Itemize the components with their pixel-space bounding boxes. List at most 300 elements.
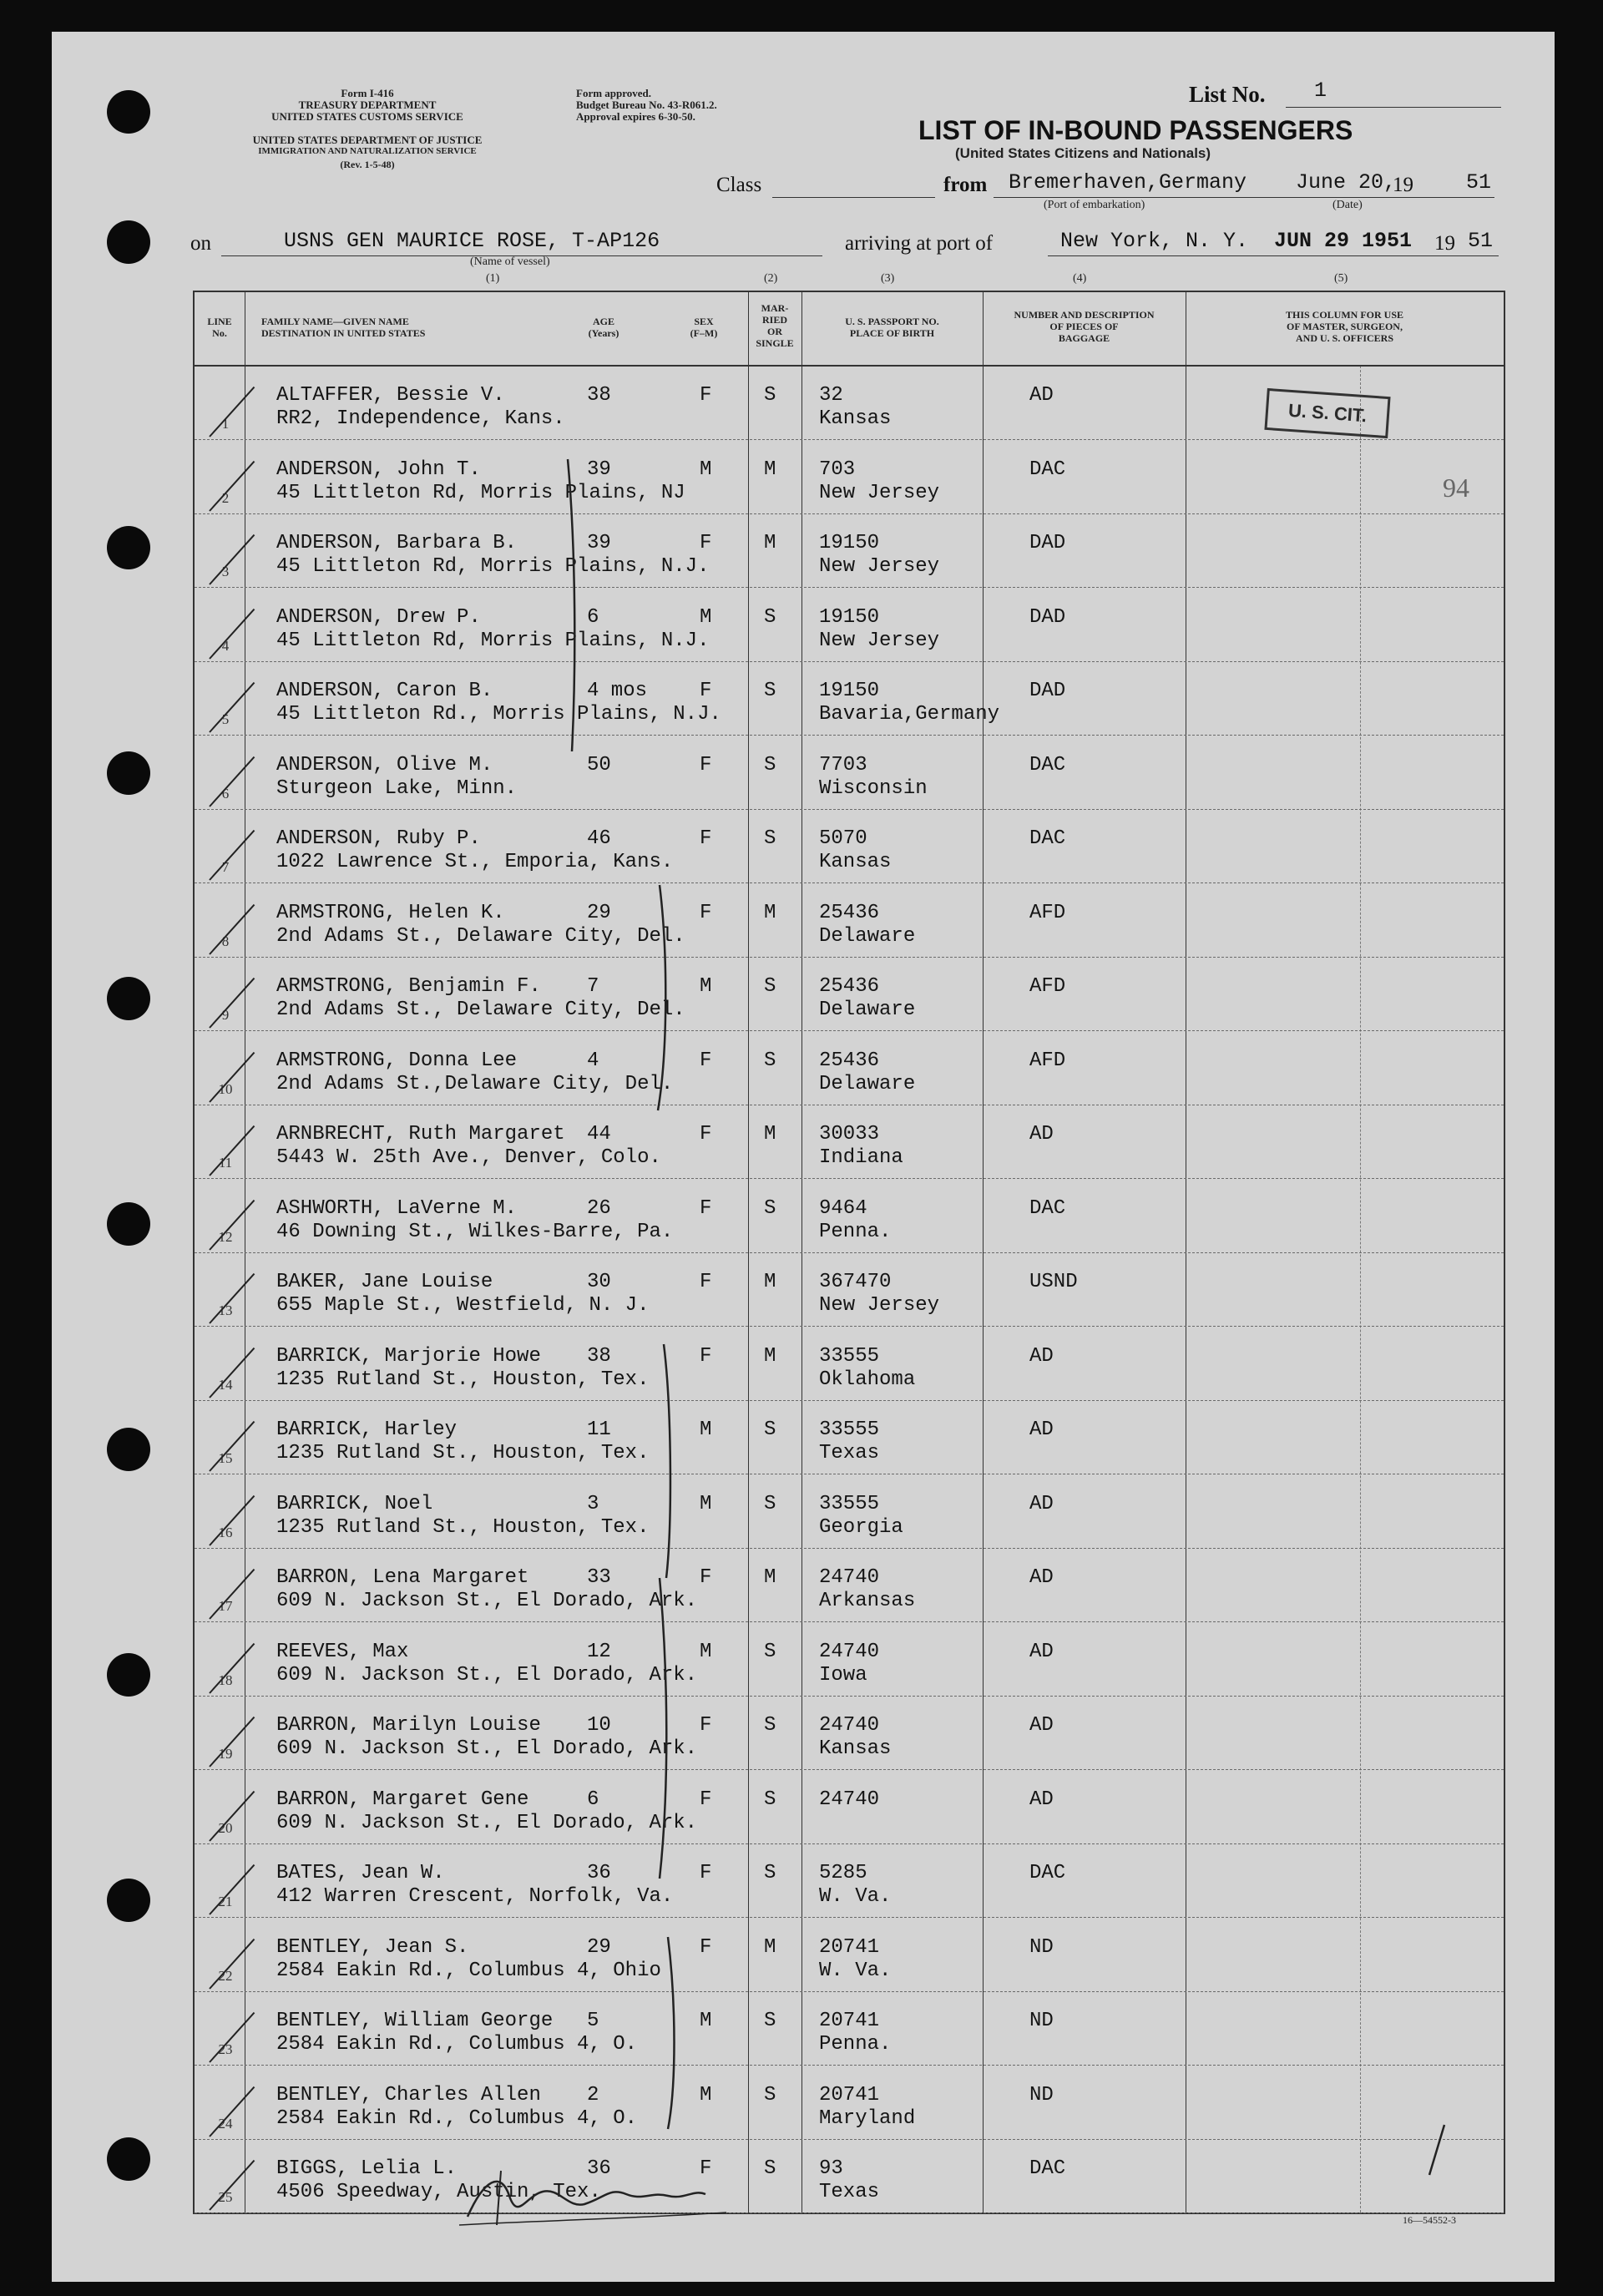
line-number: 3 xyxy=(221,564,230,579)
marital-status: M xyxy=(764,458,776,481)
passenger-address: 412 Warren Crescent, Norfolk, Va. xyxy=(276,1885,674,1908)
margin-number: 94 xyxy=(1443,473,1469,503)
baggage-description: DAD xyxy=(1029,532,1066,554)
passport-number: 33555 xyxy=(819,1419,880,1441)
line-number: 6 xyxy=(221,785,230,802)
passenger-age: 10 xyxy=(587,1714,611,1737)
passenger-name: BARRON, Marilyn Louise xyxy=(276,1714,541,1737)
passenger-age: 38 xyxy=(587,384,611,407)
baggage-description: DAC xyxy=(1029,753,1066,776)
line-number: 16 xyxy=(218,1524,233,1540)
passport-number: 19150 xyxy=(819,605,880,629)
passenger-name: BARRON, Lena Margaret xyxy=(276,1566,529,1589)
passenger-sex: M xyxy=(700,458,712,481)
passenger-age: 46 xyxy=(587,827,611,850)
embarkation-caption: (Port of embarkation) xyxy=(1044,199,1145,211)
passenger-age: 2 xyxy=(587,2083,599,2106)
marital-status: S xyxy=(764,1640,776,1663)
punch-hole xyxy=(107,220,150,264)
place-of-birth: Bavaria,Germany xyxy=(819,703,1000,726)
passenger-name: ANDERSON, Barbara B. xyxy=(276,532,518,554)
passenger-age: 36 xyxy=(587,2157,611,2180)
passport-number: 25436 xyxy=(819,975,880,998)
passenger-sex: F xyxy=(700,1566,712,1589)
place-of-birth: New Jersey xyxy=(819,481,940,504)
marital-status: S xyxy=(764,1049,776,1072)
passenger-age: 29 xyxy=(587,901,611,924)
place-of-birth: Kansas xyxy=(819,851,892,873)
arrival-port: New York, N. Y. xyxy=(1060,229,1249,253)
baggage-description: AD xyxy=(1029,1566,1054,1589)
marital-status: S xyxy=(764,384,776,407)
marital-status: S xyxy=(764,680,776,702)
baggage-description: ND xyxy=(1029,2010,1054,2032)
passenger-address: 2584 Eakin Rd., Columbus 4, O. xyxy=(276,2106,638,2130)
line-number: 2 xyxy=(221,489,230,506)
vessel-caption: (Name of vessel) xyxy=(470,255,550,268)
list-number: 1 xyxy=(1314,78,1327,103)
marital-status: S xyxy=(764,1714,776,1737)
passenger-sex: F xyxy=(700,532,712,554)
baggage-description: AD xyxy=(1029,1492,1054,1515)
baggage-description: AD xyxy=(1029,1419,1054,1441)
marital-status: M xyxy=(764,901,776,924)
passenger-sex: F xyxy=(700,827,712,850)
table-row xyxy=(195,809,1504,882)
passenger-address: 45 Littleton Rd., Morris Plains, N.J. xyxy=(276,703,721,726)
passport-number: 5070 xyxy=(819,827,867,850)
marital-status: M xyxy=(764,1344,776,1368)
table-row xyxy=(195,2139,1504,2213)
header-line: LINE No. xyxy=(207,316,232,339)
line-number: 7 xyxy=(221,859,230,875)
baggage-description: AD xyxy=(1029,1123,1054,1145)
place-of-birth: W. Va. xyxy=(819,1885,892,1908)
marital-status: M xyxy=(764,1566,776,1589)
line-number: 5 xyxy=(221,711,230,727)
table-row xyxy=(195,1252,1504,1326)
baggage-description: ND xyxy=(1029,1935,1054,1959)
passenger-name: BIGGS, Lelia L. xyxy=(276,2157,458,2180)
table-row xyxy=(195,661,1504,735)
passenger-sex: F xyxy=(700,1935,712,1959)
line-number: 17 xyxy=(218,1598,233,1614)
line-number: 12 xyxy=(218,1228,233,1245)
approval-line-3: Approval expires 6-30-50. xyxy=(576,110,695,123)
port-of-embarkation: Bremerhaven,Germany xyxy=(1009,170,1247,195)
arriving-label: arriving at port of xyxy=(845,232,994,255)
line-number: 8 xyxy=(221,933,230,949)
line-number: 15 xyxy=(218,1450,233,1466)
passport-number: 9464 xyxy=(819,1196,867,1220)
baggage-description: AFD xyxy=(1029,975,1066,998)
passenger-age: 12 xyxy=(587,1640,611,1663)
line-number: 11 xyxy=(218,1155,233,1171)
table-row xyxy=(195,1179,1504,1252)
passenger-sex: F xyxy=(700,680,712,702)
passenger-address: RR2, Independence, Kans. xyxy=(276,407,565,430)
table-row xyxy=(195,1622,1504,1696)
marital-status: S xyxy=(764,753,776,776)
revision: (Rev. 1-5-48) xyxy=(340,159,395,170)
passenger-name: BENTLEY, Charles Allen xyxy=(276,2083,541,2106)
passport-number: 19150 xyxy=(819,532,880,554)
passenger-sex: F xyxy=(700,753,712,776)
table-row xyxy=(195,883,1504,957)
place-of-birth: Delaware xyxy=(819,999,916,1021)
line-number: 19 xyxy=(218,1746,233,1762)
baggage-description: DAC xyxy=(1029,458,1066,481)
baggage-description: DAC xyxy=(1029,827,1066,850)
passenger-age: 26 xyxy=(587,1196,611,1220)
place-of-birth: Penna. xyxy=(819,1220,892,1243)
passenger-name: ANDERSON, Olive M. xyxy=(276,753,493,776)
table-row xyxy=(195,957,1504,1030)
passenger-address: 1022 Lawrence St., Emporia, Kans. xyxy=(276,851,674,873)
place-of-birth: New Jersey xyxy=(819,555,940,578)
date-caption: (Date) xyxy=(1332,199,1363,211)
passenger-name: ARNBRECHT, Ruth Margaret xyxy=(276,1123,565,1145)
punch-hole xyxy=(107,1202,150,1246)
place-of-birth: Texas xyxy=(819,2181,880,2203)
header-married: MAR- RIED OR SINGLE xyxy=(756,302,794,349)
header-name: FAMILY NAME—GIVEN NAME DESTINATION IN UNITED STATES xyxy=(261,316,426,339)
passenger-age: 50 xyxy=(587,753,611,776)
line-number: 22 xyxy=(218,1967,233,1984)
passenger-age: 29 xyxy=(587,1935,611,1959)
vessel-name: USNS GEN MAURICE ROSE, T-AP126 xyxy=(284,229,660,253)
passport-number: 19150 xyxy=(819,680,880,702)
immigration-service: IMMIGRATION AND NATURALIZATION SERVICE xyxy=(258,146,477,156)
passport-number: 20741 xyxy=(819,1935,880,1959)
place-of-birth: Texas xyxy=(819,1442,880,1464)
header-passport: U. S. PASSPORT NO. PLACE OF BIRTH xyxy=(845,316,939,339)
passenger-sex: F xyxy=(700,1714,712,1737)
passport-number: 25436 xyxy=(819,1049,880,1072)
passenger-sex: F xyxy=(700,1862,712,1884)
passenger-sex: F xyxy=(700,1271,712,1293)
marital-status: S xyxy=(764,975,776,998)
on-label: on xyxy=(190,232,211,255)
passenger-age: 33 xyxy=(587,1566,611,1589)
col-num-1: (1) xyxy=(486,272,500,285)
year-prefix-1: 19 xyxy=(1393,174,1413,196)
passport-number: 33555 xyxy=(819,1492,880,1515)
passenger-age: 38 xyxy=(587,1344,611,1368)
justice-dept: UNITED STATES DEPARTMENT OF JUSTICE xyxy=(252,134,483,146)
place-of-birth: Georgia xyxy=(819,1515,903,1539)
marital-status: S xyxy=(764,2157,776,2180)
passenger-name: BENTLEY, Jean S. xyxy=(276,1935,469,1959)
header-baggage: NUMBER AND DESCRIPTION OF PIECES OF BAGGAGE xyxy=(1014,309,1155,344)
passenger-address: 45 Littleton Rd, Morris Plains, NJ xyxy=(276,481,685,504)
passenger-age: 44 xyxy=(587,1123,611,1145)
baggage-description: AD xyxy=(1029,1640,1054,1663)
table-row xyxy=(195,1474,1504,1548)
place-of-birth: Kansas xyxy=(819,1737,892,1760)
passenger-address: 4506 Speedway, Austin, Tex. xyxy=(276,2181,601,2203)
punch-hole xyxy=(107,90,150,134)
passenger-address: 609 N. Jackson St., El Dorado, Ark. xyxy=(276,1590,698,1612)
passenger-sex: F xyxy=(700,1196,712,1220)
baggage-description: AD xyxy=(1029,384,1054,407)
passenger-sex: F xyxy=(700,1344,712,1368)
table-row xyxy=(195,736,1504,809)
passenger-name: ANDERSON, Ruby P. xyxy=(276,827,481,850)
punch-hole xyxy=(107,1428,150,1471)
passenger-address: 2nd Adams St., Delaware City, Del. xyxy=(276,999,685,1021)
header-age: AGE (Years) xyxy=(588,316,619,339)
from-label: from xyxy=(943,174,988,196)
passenger-name: ASHWORTH, LaVerne M. xyxy=(276,1196,518,1220)
passenger-name: BATES, Jean W. xyxy=(276,1862,445,1884)
line-number: 25 xyxy=(218,2189,233,2205)
line-number: 20 xyxy=(218,1819,233,1836)
table-row xyxy=(195,2066,1504,2139)
passenger-address: 46 Downing St., Wilkes-Barre, Pa. xyxy=(276,1220,674,1243)
baggage-description: DAD xyxy=(1029,680,1066,702)
passport-number: 7703 xyxy=(819,753,867,776)
class-label: Class xyxy=(716,174,762,196)
passenger-age: 39 xyxy=(587,458,611,481)
passport-number: 703 xyxy=(819,458,856,481)
place-of-birth: New Jersey xyxy=(819,1294,940,1317)
passenger-age: 39 xyxy=(587,532,611,554)
table-row xyxy=(195,1696,1504,1769)
passenger-name: ALTAFFER, Bessie V. xyxy=(276,384,505,407)
place-of-birth: Maryland xyxy=(819,2106,916,2130)
punch-hole xyxy=(107,526,150,569)
passport-number: 32 xyxy=(819,384,843,407)
place-of-birth: New Jersey xyxy=(819,629,940,652)
approval-line-1: Form approved. xyxy=(576,87,652,99)
baggage-description: AD xyxy=(1029,1714,1054,1737)
passenger-age: 11 xyxy=(587,1419,611,1441)
passenger-name: ANDERSON, John T. xyxy=(276,458,481,481)
place-of-birth: Indiana xyxy=(819,1146,903,1169)
passenger-name: ANDERSON, Caron B. xyxy=(276,680,493,702)
punch-hole xyxy=(107,751,150,795)
baggage-description: DAC xyxy=(1029,1196,1066,1220)
line-number: 1 xyxy=(221,416,230,432)
baggage-description: USND xyxy=(1029,1271,1078,1293)
passenger-address: 1235 Rutland St., Houston, Tex. xyxy=(276,1368,650,1391)
place-of-birth: Oklahoma xyxy=(819,1368,916,1391)
marital-status: S xyxy=(764,1788,776,1811)
place-of-birth: W. Va. xyxy=(819,1959,892,1982)
table-row xyxy=(195,1991,1504,2065)
marital-status: M xyxy=(764,1935,776,1959)
passenger-name: BARRICK, Marjorie Howe xyxy=(276,1344,541,1368)
place-of-birth: Iowa xyxy=(819,1663,867,1687)
marital-status: S xyxy=(764,605,776,629)
passenger-age: 5 xyxy=(587,2010,599,2032)
marital-status: S xyxy=(764,1862,776,1884)
table-row xyxy=(195,588,1504,661)
punch-hole xyxy=(107,977,150,1020)
passenger-name: ARMSTRONG, Benjamin F. xyxy=(276,975,541,998)
table-row xyxy=(195,1031,1504,1105)
baggage-description: AFD xyxy=(1029,901,1066,924)
passenger-name: ARMSTRONG, Helen K. xyxy=(276,901,505,924)
passenger-address: 655 Maple St., Westfield, N. J. xyxy=(276,1294,650,1317)
place-of-birth: Penna. xyxy=(819,2033,892,2056)
place-of-birth: Wisconsin xyxy=(819,776,928,800)
passenger-age: 6 xyxy=(587,1788,599,1811)
year-2: 51 xyxy=(1468,229,1494,253)
passenger-address: 45 Littleton Rd, Morris Plains, N.J. xyxy=(276,555,710,578)
passenger-sex: M xyxy=(700,2083,712,2106)
table-row xyxy=(195,440,1504,513)
departure-date: June 20, xyxy=(1296,170,1397,195)
passport-number: 33555 xyxy=(819,1344,880,1368)
passenger-address: 1235 Rutland St., Houston, Tex. xyxy=(276,1515,650,1539)
passenger-address: 1235 Rutland St., Houston, Tex. xyxy=(276,1442,650,1464)
col-num-5: (5) xyxy=(1334,272,1348,285)
place-of-birth: Delaware xyxy=(819,1072,916,1095)
line-number: 10 xyxy=(218,1080,233,1097)
passenger-sex: F xyxy=(700,2157,712,2180)
marital-status: S xyxy=(764,1492,776,1515)
passenger-sex: F xyxy=(700,384,712,407)
passenger-name: ANDERSON, Drew P. xyxy=(276,605,481,629)
passport-number: 25436 xyxy=(819,901,880,924)
passenger-address: 45 Littleton Rd, Morris Plains, N.J. xyxy=(276,629,710,652)
baggage-description: AFD xyxy=(1029,1049,1066,1072)
form-id: Form I-416 xyxy=(341,87,394,99)
line-number: 24 xyxy=(218,2115,233,2132)
table-row xyxy=(195,1400,1504,1474)
marital-status: S xyxy=(764,2083,776,2106)
line-number: 21 xyxy=(218,1894,233,1909)
header-officers: THIS COLUMN FOR USE OF MASTER, SURGEON, AND U. S. OFFICERS xyxy=(1285,309,1404,344)
passenger-address: 609 N. Jackson St., El Dorado, Ark. xyxy=(276,1737,698,1760)
passport-number: 24740 xyxy=(819,1640,880,1663)
table-row xyxy=(195,1843,1504,1917)
passenger-sex: F xyxy=(700,1123,712,1145)
passenger-name: REEVES, Max xyxy=(276,1640,409,1663)
baggage-description: AD xyxy=(1029,1788,1054,1811)
customs-service: UNITED STATES CUSTOMS SERVICE xyxy=(271,110,463,123)
marital-status: S xyxy=(764,2010,776,2032)
passenger-sex: M xyxy=(700,975,712,998)
year-1: 51 xyxy=(1466,170,1492,195)
passenger-sex: M xyxy=(700,2010,712,2032)
punch-hole xyxy=(107,1879,150,1922)
passport-number: 20741 xyxy=(819,2083,880,2106)
passenger-sex: M xyxy=(700,1492,712,1515)
line-number: 4 xyxy=(221,637,230,654)
table-row xyxy=(195,1918,1504,1991)
table-row xyxy=(195,513,1504,587)
baggage-description: DAC xyxy=(1029,1862,1066,1884)
passport-number: 24740 xyxy=(819,1788,880,1811)
treasury-dept: TREASURY DEPARTMENT xyxy=(298,99,437,111)
passenger-age: 4 xyxy=(587,1049,599,1072)
passenger-address: 609 N. Jackson St., El Dorado, Ark. xyxy=(276,1663,698,1687)
line-number: 9 xyxy=(221,1007,230,1023)
passenger-sex: M xyxy=(700,1419,712,1441)
page-subtitle: (United States Citizens and Nationals) xyxy=(955,145,1211,161)
passport-number: 30033 xyxy=(819,1123,880,1145)
arrival-date-stamp: JUN 29 1951 xyxy=(1274,229,1413,253)
line-number: 13 xyxy=(218,1302,233,1318)
passenger-name: BENTLEY, William George xyxy=(276,2010,554,2032)
passenger-sex: F xyxy=(700,1788,712,1811)
passenger-age: 36 xyxy=(587,1862,611,1884)
passenger-address: 5443 W. 25th Ave., Denver, Colo. xyxy=(276,1146,661,1169)
baggage-description: AD xyxy=(1029,1344,1054,1368)
table-row xyxy=(195,1327,1504,1400)
punch-hole xyxy=(107,1653,150,1697)
passenger-address: 2nd Adams St.,Delaware City, Del. xyxy=(276,1072,674,1095)
baggage-description: DAC xyxy=(1029,2157,1066,2180)
col-num-2: (2) xyxy=(764,272,778,285)
table-row xyxy=(195,1770,1504,1843)
passenger-name: BARRON, Margaret Gene xyxy=(276,1788,529,1811)
passenger-address: Sturgeon Lake, Minn. xyxy=(276,776,518,800)
footer-code: 16—54552-3 xyxy=(1403,2214,1456,2226)
place-of-birth: Delaware xyxy=(819,924,916,948)
passport-number: 367470 xyxy=(819,1271,892,1293)
passenger-address: 2584 Eakin Rd., Columbus 4, Ohio xyxy=(276,1959,661,1982)
header-sex: SEX (F–M) xyxy=(690,316,718,339)
marital-status: M xyxy=(764,532,776,554)
passenger-age: 4 mos xyxy=(587,680,648,702)
passport-number: 5285 xyxy=(819,1862,867,1884)
passenger-address: 609 N. Jackson St., El Dorado, Ark. xyxy=(276,1811,698,1834)
baggage-description: ND xyxy=(1029,2083,1054,2106)
marital-status: M xyxy=(764,1271,776,1293)
table-row xyxy=(195,1548,1504,1621)
col-num-4: (4) xyxy=(1073,272,1087,285)
marital-status: S xyxy=(764,1419,776,1441)
passenger-sex: F xyxy=(700,901,712,924)
baggage-description: DAD xyxy=(1029,605,1066,629)
line-number: 14 xyxy=(218,1376,233,1393)
marital-status: S xyxy=(764,1196,776,1220)
page-title: LIST OF IN-BOUND PASSENGERS xyxy=(918,115,1353,145)
punch-hole xyxy=(107,2137,150,2181)
marital-status: M xyxy=(764,1123,776,1145)
passenger-age: 30 xyxy=(587,1271,611,1293)
passenger-sex: M xyxy=(700,605,712,629)
passenger-address: 2nd Adams St., Delaware City, Del. xyxy=(276,924,685,948)
year-prefix-2: 19 xyxy=(1434,232,1455,255)
passenger-name: BARRICK, Harley xyxy=(276,1419,458,1441)
passenger-sex: M xyxy=(700,1640,712,1663)
passport-number: 24740 xyxy=(819,1714,880,1737)
passenger-name: BAKER, Jane Louise xyxy=(276,1271,493,1293)
passport-number: 20741 xyxy=(819,2010,880,2032)
table-row xyxy=(195,1105,1504,1178)
place-of-birth: Arkansas xyxy=(819,1590,916,1612)
line-number: 23 xyxy=(218,2041,233,2057)
passenger-age: 6 xyxy=(587,605,599,629)
family-brackets xyxy=(551,451,701,2204)
passenger-sex: F xyxy=(700,1049,712,1072)
passenger-table xyxy=(193,291,1505,2214)
passenger-name: ARMSTRONG, Donna Lee xyxy=(276,1049,518,1072)
passenger-name: BARRICK, Noel xyxy=(276,1492,433,1515)
marital-status: S xyxy=(764,827,776,850)
passenger-age: 3 xyxy=(587,1492,599,1515)
list-no-label: List No. xyxy=(1189,82,1266,107)
approval-line-2: Budget Bureau No. 43-R061.2. xyxy=(576,99,717,111)
col-num-3: (3) xyxy=(881,272,895,285)
passport-number: 24740 xyxy=(819,1566,880,1589)
place-of-birth: Kansas xyxy=(819,407,892,430)
